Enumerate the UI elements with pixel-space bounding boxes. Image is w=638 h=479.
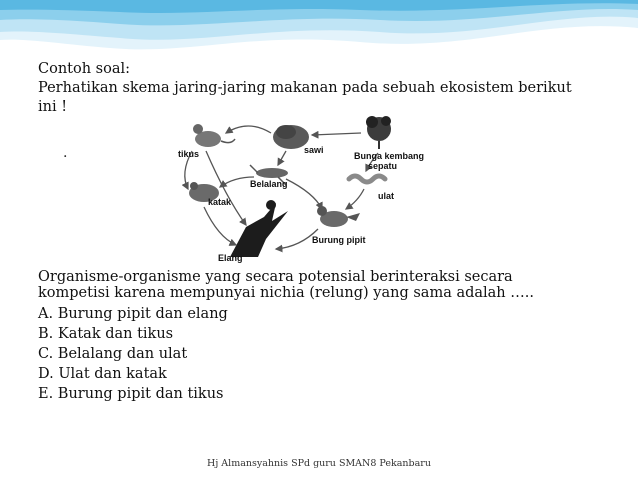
footer-credit: Hj Almansyahnis SPd guru SMAN8 Pekanbaru <box>207 458 431 469</box>
option-e: E. Burung pipit dan tikus <box>38 386 224 402</box>
dot-marker: . <box>63 145 68 161</box>
label-bunga-2: sepatu <box>368 161 398 171</box>
option-a: A. Burung pipit dan elang <box>38 306 228 322</box>
label-tikus: tikus <box>178 149 200 159</box>
label-burung-pipit: Burung pipit <box>312 235 366 245</box>
instruction-line-2: ini ! <box>38 99 68 115</box>
label-belalang: Belalang <box>250 179 288 189</box>
question-line-2: kompetisi karena mempunyai nichia (relung) yang sama adalah ….. <box>38 285 534 301</box>
heading: Contoh soal: <box>38 61 131 77</box>
option-c: C. Belalang dan ulat <box>38 346 188 362</box>
option-d: D. Ulat dan katak <box>38 366 167 382</box>
answer-options <box>38 304 608 404</box>
food-web-diagram <box>146 107 454 265</box>
label-bunga: Bunga kembang <box>354 151 425 161</box>
instruction-line-1: Perhatikan skema jaring-jaring makanan pada sebuah ekosistem berikut <box>38 80 572 96</box>
question-block <box>38 269 608 404</box>
label-sawi: sawi <box>304 145 324 155</box>
label-ulat: ulat <box>378 191 395 201</box>
label-elang: Elang <box>218 253 243 263</box>
option-b: B. Katak dan tikus <box>38 326 174 342</box>
question-line-1: Organisme-organisme yang secara potensial berinteraksi secara <box>38 269 513 285</box>
label-katak: katak <box>208 197 232 207</box>
